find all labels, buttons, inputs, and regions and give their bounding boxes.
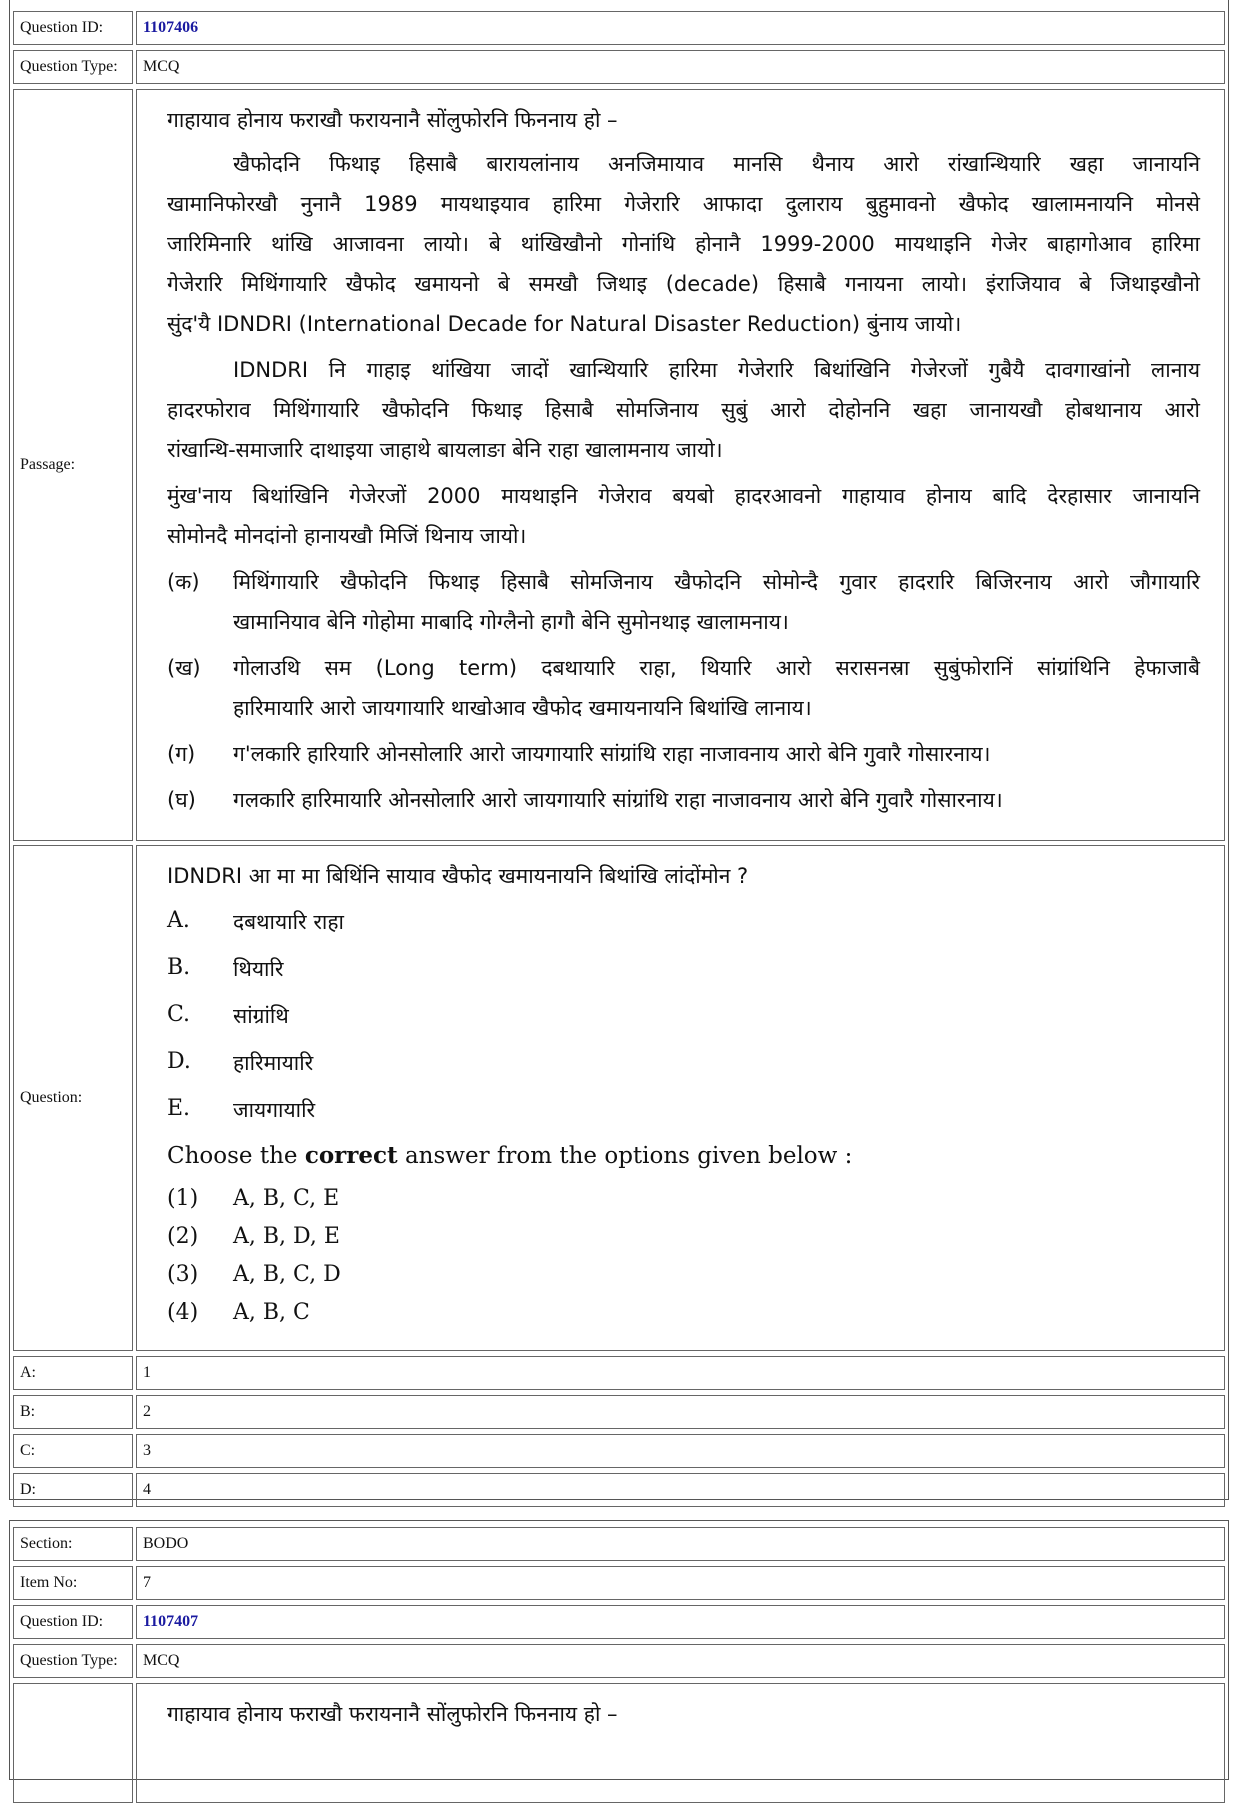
statement-text: जायगायारि <box>233 1098 316 1122</box>
option-label: A: <box>13 1356 133 1390</box>
item-line: ग'लकारि हारियारि ओनसोलारि आरो जायगायारि सांग्रांथि राहा नाजावनाय आरो बेनि गुवारै गोसारनाय। <box>233 742 991 766</box>
question-type-row <box>13 1644 1225 1678</box>
item-marker: (ख) <box>167 656 201 680</box>
question-content <box>136 845 1225 1351</box>
statement-letter: B. <box>167 955 191 980</box>
question-label: Question: <box>13 845 133 1351</box>
option-row-a <box>13 1356 1225 1390</box>
item-marker: (घ) <box>167 788 196 812</box>
question-id-label: Question ID: <box>13 11 133 45</box>
statement-letter: A. <box>167 908 190 933</box>
passage-heading: गाहायाव होनाय फराखौ फरायनानै सोंलुफोरनि फिननाय हो – <box>167 1702 618 1726</box>
option-row-c <box>13 1434 1225 1468</box>
statement-text: हारिमायारि <box>233 1051 314 1075</box>
passage-line: खैफोदनि फिथाइ हिसाबै बारायलांनाय अनजिमायाव मानसि थैनाय आरो रांखान्थियारि खहा जानायनि <box>233 152 1200 176</box>
option-value: 1 <box>136 1356 1225 1390</box>
item-line: हारिमायारि आरो जायगायारि थाखोआव खैफोद खमायनायनि बिथांखि लानाय। <box>233 696 812 720</box>
statement-text: सांग्रांथि <box>233 1004 289 1028</box>
item-line: खामानियाव बेनि गोहोमा माबादि गोग्लैनो हागौ बेनि सुमोनथाइ खालामनाय। <box>233 610 789 634</box>
passage-heading: गाहायाव होनाय फराखौ फरायनानै सोंलुफोरनि फिननाय हो – <box>167 108 618 132</box>
section-row <box>13 1527 1225 1561</box>
option-value: 4 <box>136 1473 1225 1507</box>
choice-text: A, B, C <box>233 1300 310 1325</box>
passage-line: रांखान्थि-समाजारि दाथाइया जाहाथे बायलाङा बेनि राहा खालामनाय जायो। <box>167 438 723 462</box>
item-no-value: 7 <box>136 1566 1225 1600</box>
statement-letter: E. <box>167 1096 191 1121</box>
option-label: D: <box>13 1473 133 1507</box>
question-id-value: 1107407 <box>136 1605 1225 1639</box>
instruction-bold: correct <box>304 1142 398 1169</box>
question-text: IDNDRI आ मा मा बिथिंनि सायाव खैफोद खमायनायनि बिथांखि लांदोंमोन ? <box>167 864 749 888</box>
item-line: गलकारि हारिमायारि ओनसोलारि आरो जायगायारि सांग्रांथि राहा नाजावनाय आरो बेनि गुवारै गोसारनाय। <box>233 788 1003 812</box>
item-marker: (क) <box>167 570 200 594</box>
option-label: C: <box>13 1434 133 1468</box>
choice-number: (2) <box>167 1224 199 1249</box>
choice-text: A, B, C, E <box>233 1186 340 1211</box>
option-value: 3 <box>136 1434 1225 1468</box>
question-id-row <box>13 1605 1225 1639</box>
question-type-value: MCQ <box>136 50 1225 84</box>
question-id-label: Question ID: <box>13 1605 133 1639</box>
passage-content <box>136 89 1225 841</box>
option-value: 2 <box>136 1395 1225 1429</box>
item-line: मिथिंगायारि खैफोदनि फिथाइ हिसाबै सोमजिनाय खैफोदनि सोमोन्दै गुवार हादरारि बिजिरनाय आरो जौगायारि <box>233 570 1200 594</box>
choice-text: A, B, D, E <box>233 1224 340 1249</box>
question-card-1106 <box>9 0 1229 1500</box>
question-type-value: MCQ <box>136 1644 1225 1678</box>
statement-letter: D. <box>167 1049 191 1074</box>
statement-text: थियारि <box>233 957 284 981</box>
option-row-b <box>13 1395 1225 1429</box>
item-marker: (ग) <box>167 742 196 766</box>
question-type-label: Question Type: <box>13 1644 133 1678</box>
passage-line: सोमोनदै मोनदांनो हानायखौ मिजिं थिनाय जायो। <box>167 524 527 548</box>
item-no-label: Item No: <box>13 1566 133 1600</box>
passage-line: गेजेरारि मिथिंगायारि खैफोद खमायनो बे समखौ जिथाइ (decade) हिसाबै गनायना लायो। इंराजियाव बे जिथाइखौनो <box>167 272 1200 296</box>
question-type-row <box>13 50 1225 84</box>
passage-content <box>136 1683 1225 1803</box>
item-no-row <box>13 1566 1225 1600</box>
passage-line: मुंख'नाय बिथांखिनि गेजेरजों 2000 मायथाइनि गेजेराव बयबो हादरआवनो गाहायाव होनाय बादि देरहासार जानायनि <box>167 484 1200 508</box>
section-label: Section: <box>13 1527 133 1561</box>
passage-row <box>13 1683 1225 1803</box>
passage-line: सुंद'यै IDNDRI (International Decade for Natural Disaster Reduction) बुंनाय जायो। <box>167 312 962 336</box>
statement-letter: C. <box>167 1002 191 1027</box>
question-type-label: Question Type: <box>13 50 133 84</box>
question-row <box>13 845 1225 1351</box>
option-label: B: <box>13 1395 133 1429</box>
question-card-1107 <box>9 1520 1229 1780</box>
choice-text: A, B, C, D <box>233 1262 341 1287</box>
passage-line: IDNDRI नि गाहाइ थांखिया जादों खान्थियारि हारिमा गेजेरारि बिथांखिनि गेजेरजों गुबैयै दावगाखांनो लानाय <box>233 358 1200 382</box>
choice-number: (4) <box>167 1300 199 1325</box>
instruction-pre: Choose the <box>167 1143 305 1169</box>
answer-instruction <box>167 1142 852 1169</box>
question-id-value: 1107406 <box>136 11 1225 45</box>
passage-label: Passage: <box>13 89 133 841</box>
option-row-d <box>13 1473 1225 1507</box>
passage-line: जारिमिनारि थांखि आजावना लायो। बे थांखिखौनो गोनांथि होनानै 1999-2000 मायथाइनि गेजेर बाहागोआव हारिमा <box>167 232 1200 256</box>
passage-label-empty <box>13 1683 133 1803</box>
passage-row <box>13 89 1225 841</box>
section-value: BODO <box>136 1527 1225 1561</box>
statement-text: दबथायारि राहा <box>233 910 344 934</box>
choice-number: (1) <box>167 1186 199 1211</box>
question-id-row <box>13 11 1225 45</box>
choice-number: (3) <box>167 1262 199 1287</box>
passage-line: हादरफोराव मिथिंगायारि खैफोदनि फिथाइ हिसाबै सोमजिनाय सुबुं आरो दोहोननि खहा जानायखौ होबथानाय आरो <box>167 398 1200 422</box>
passage-line: खामानिफोरखौ नुनानै 1989 मायथाइयाव हारिमा गेजेरारि आफादा दुलाराय बुहुमावनो खैफोद खालामनायनि मोनसे <box>167 192 1200 216</box>
instruction-post: answer from the options given below : <box>397 1143 853 1169</box>
item-line: गोलाउथि सम (Long term) दबथायारि राहा, थियारि आरो सरासनस्रा सुबुंफोरानिं सांग्रांथिनि हेफाजाबै <box>233 656 1200 680</box>
